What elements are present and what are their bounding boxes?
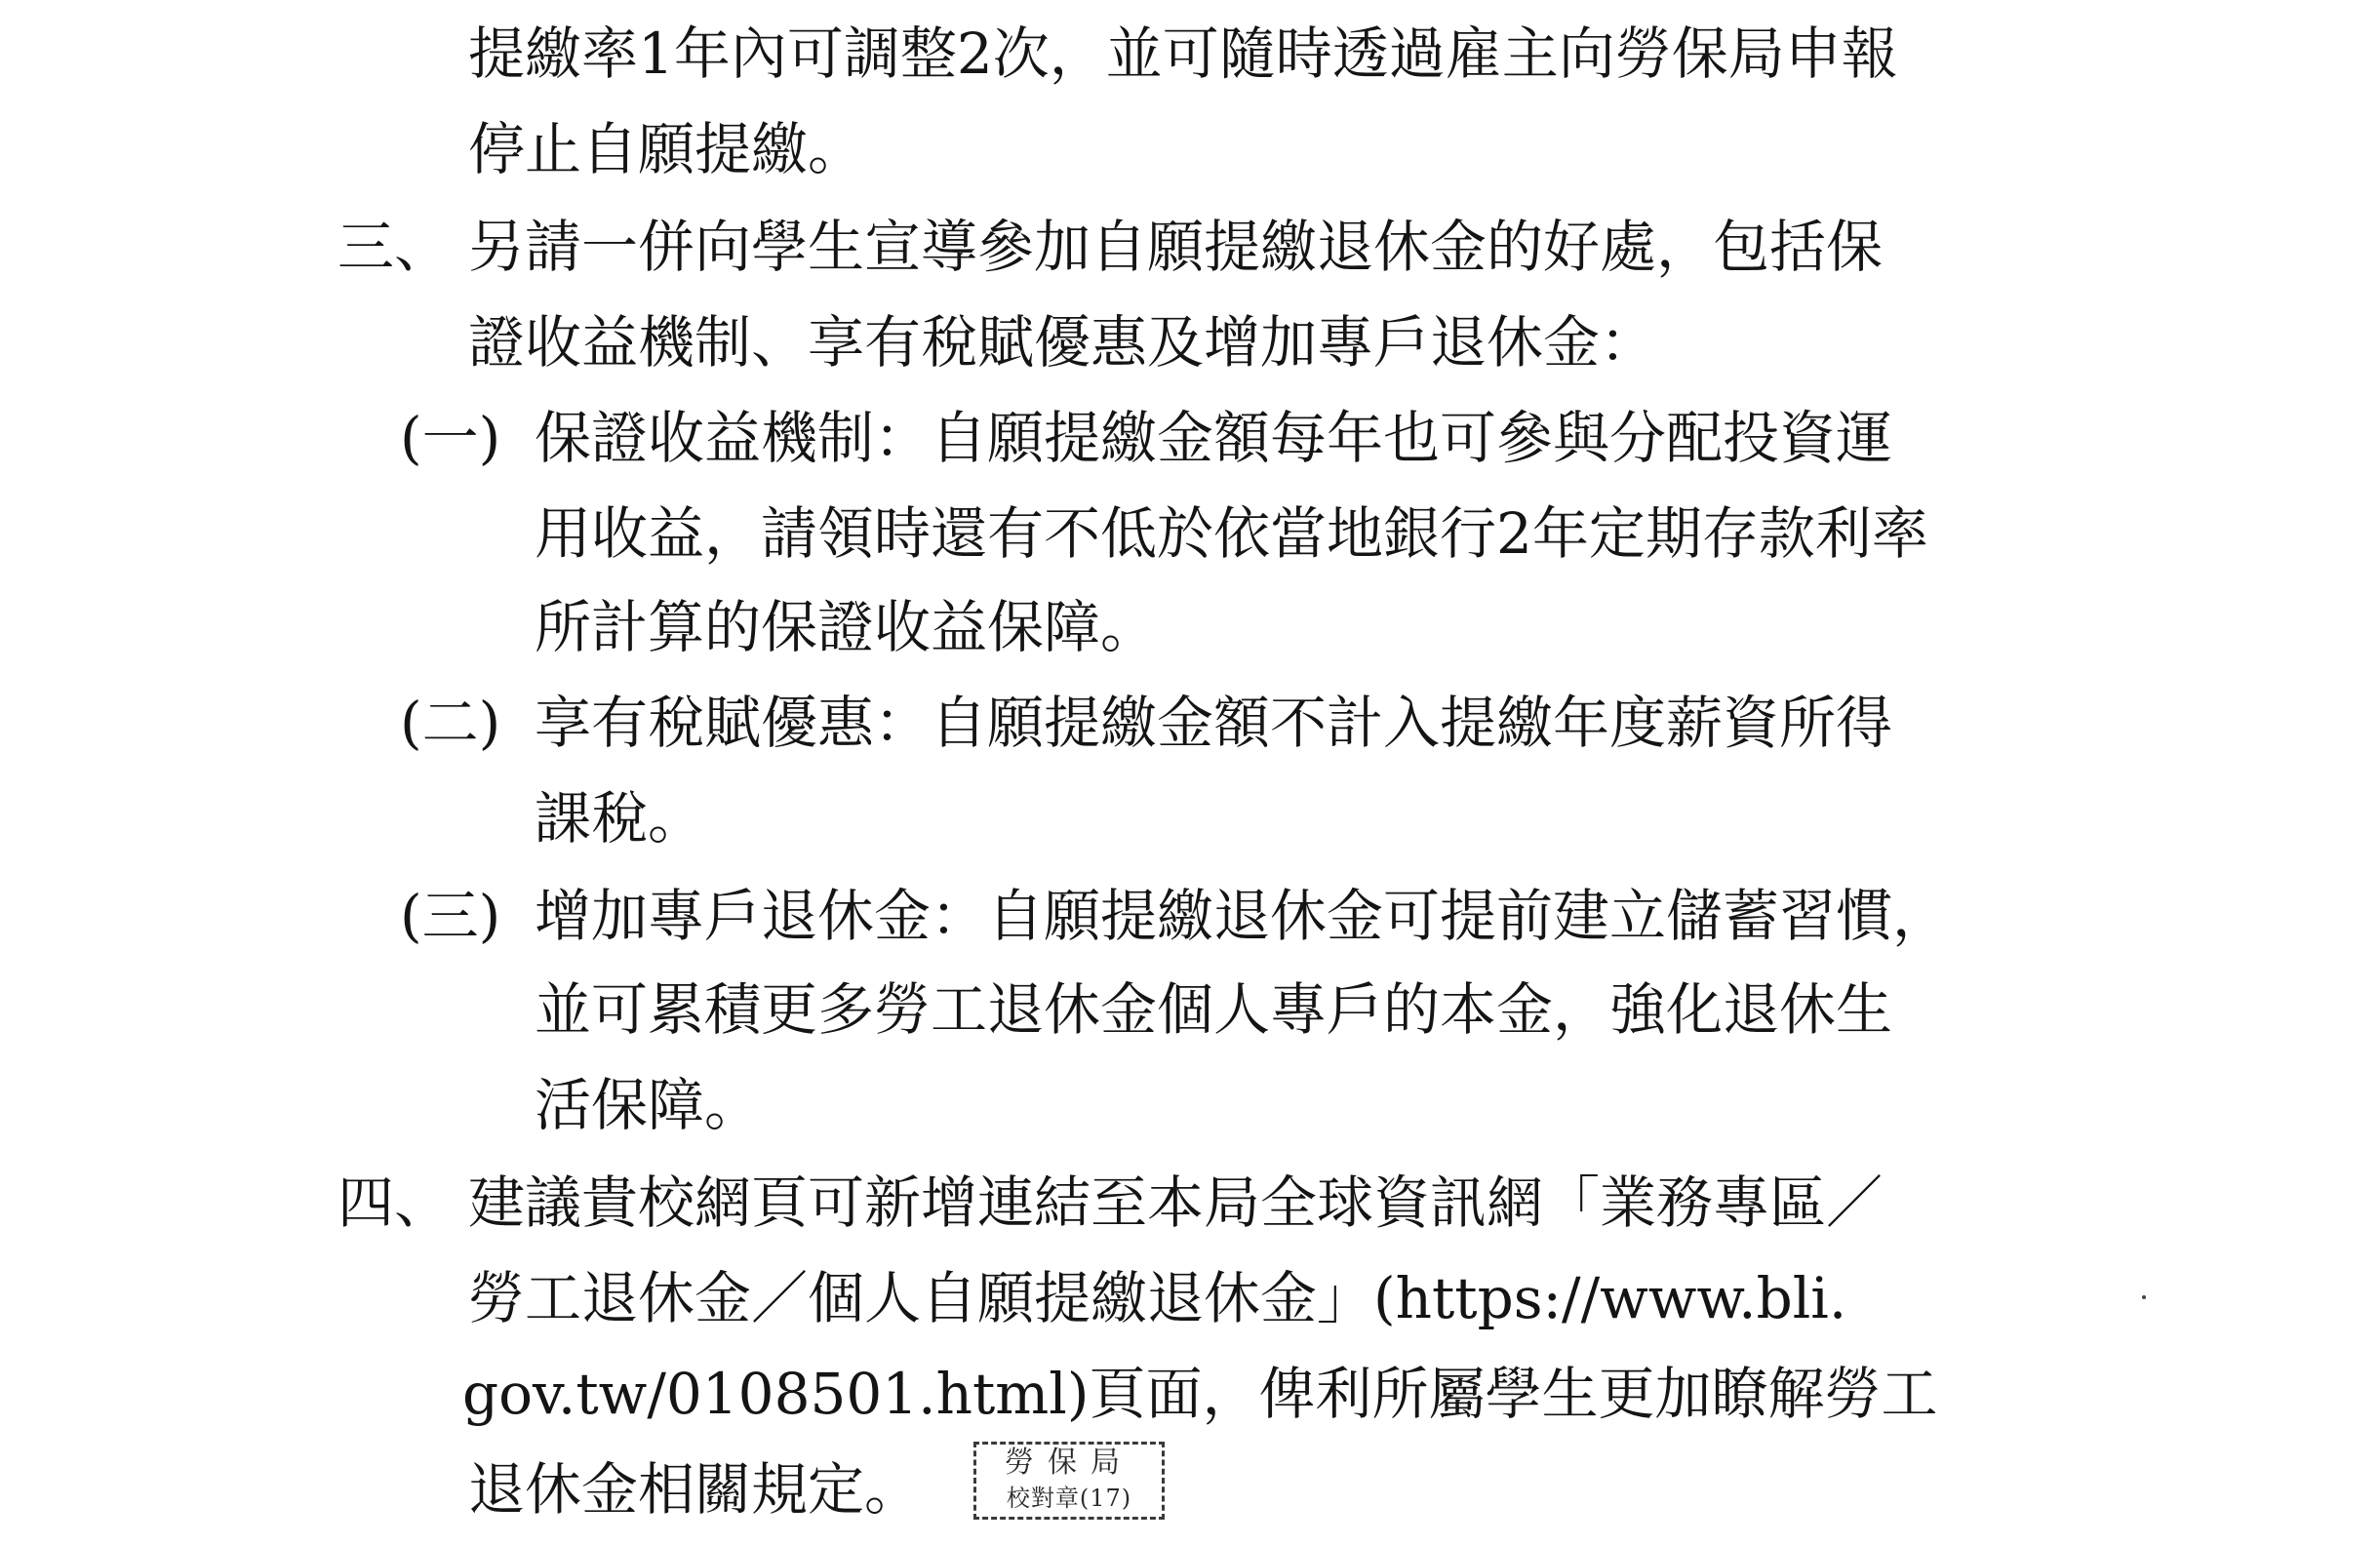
sub2-line2: 課稅。: [535, 785, 705, 852]
item2-line1: 提繳率1年內可調整2次，並可隨時透過雇主向勞保局申報: [468, 20, 1898, 87]
stamp-bottom-text: 校對章(17): [1006, 1485, 1132, 1512]
sub2-number: (二): [400, 690, 501, 756]
sub1-line2: 用收益，請領時還有不低於依當地銀行2年定期存款利率: [535, 500, 1928, 567]
item4-line3: gov.tw/0108501.html)頁面，俾利所屬學生更加瞭解勞工: [462, 1361, 1938, 1427]
proofreading-stamp: [973, 1442, 1165, 1520]
sub1-line1: 保證收益機制：自願提繳金額每年也可參與分配投資運: [535, 405, 1893, 471]
sub1-line3: 所計算的保證收益保障。: [535, 594, 1158, 660]
item4-line1: 建議貴校網頁可新增連結至本局全球資訊網「業務專區／: [468, 1169, 1884, 1236]
item4-line2: 勞工退休金／個人自願提繳退休金」(https://www.bli.: [468, 1265, 1847, 1331]
item3-number: 三、: [337, 214, 452, 280]
item2-line2: 停止自願提繳。: [468, 116, 865, 182]
item4-line4: 退休金相關規定。: [468, 1456, 922, 1523]
sub3-line3: 活保障。: [535, 1072, 762, 1138]
sub1-number: (一): [400, 405, 501, 471]
item4-number: 四、: [337, 1169, 452, 1236]
sub3-number: (三): [400, 883, 501, 949]
item3-line2: 證收益機制、享有稅賦優惠及增加專戶退休金：: [468, 309, 1657, 376]
sub3-line2: 並可累積更多勞工退休金個人專戶的本金，強化退休生: [535, 976, 1893, 1043]
sub2-line1: 享有稅賦優惠：自願提繳金額不計入提繳年度薪資所得: [535, 690, 1893, 756]
stamp-top-text: 勞保局: [1005, 1446, 1133, 1480]
item3-line1: 另請一併向學生宣導參加自願提繳退休金的好處，包括保: [468, 214, 1884, 280]
scan-speck: [2142, 1295, 2146, 1299]
sub3-line1: 增加專戶退休金：自願提繳退休金可提前建立儲蓄習慣，: [535, 883, 1950, 949]
